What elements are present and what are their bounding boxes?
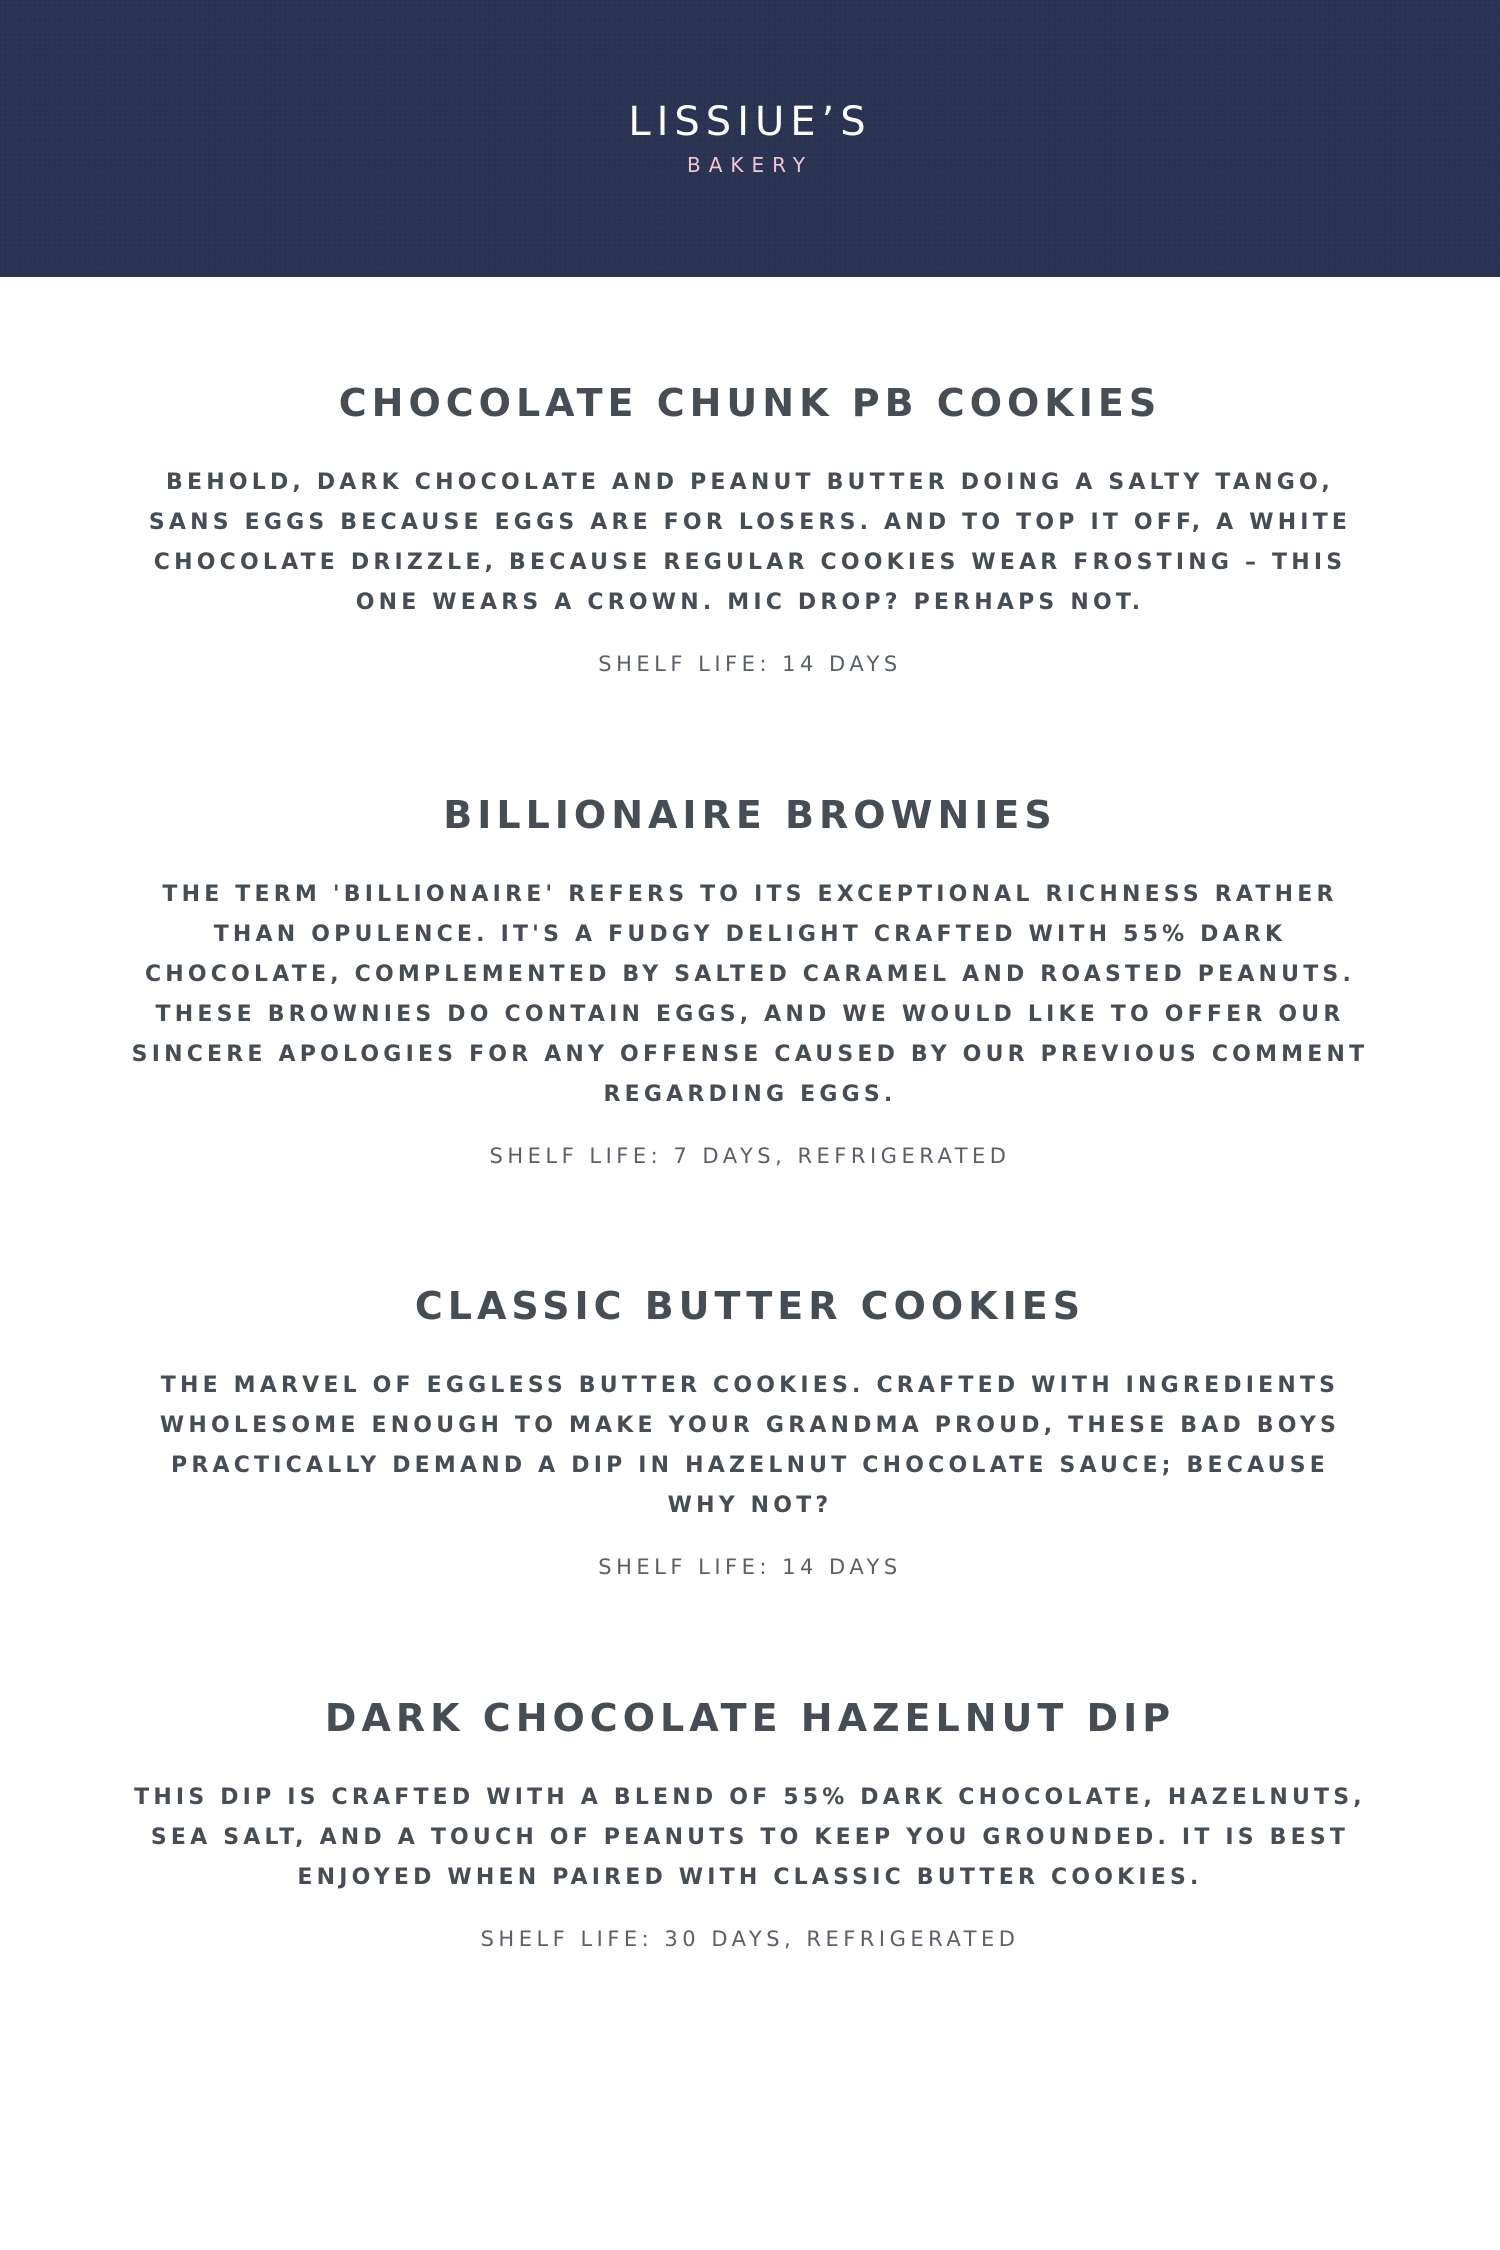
product-description: THE TERM 'BILLIONAIRE' REFERS TO ITS EXCEPTIONAL RICHNESS RATHER THAN OPULENCE. IT'S A FUDGY DELIGHT CRAFTED WITH 55% DARK CHOCOLATE, COMPLEMENTED BY SALTED CARAMEL AND ROASTED PEANUTS. THESE BROWNIES DO CONTAIN EGGS, AND WE WOULD LIKE TO OFFER OUR SINCERE APOLOGIES FOR ANY OFFENSE CAUSED BY OUR PREVIOUS COMMENT REGARDING EGGS. bbox=[131, 882, 1369, 1107]
product-shelf-life: SHELF LIFE: 30 DAYS, REFRIGERATED bbox=[480, 1927, 1020, 1951]
product-description: BEHOLD, DARK CHOCOLATE AND PEANUT BUTTER DOING A SALTY TANGO, SANS EGGS BECAUSE EGGS ARE FOR LOSERS. AND TO TOP IT OFF, A WHITE CHOCOLATE DRIZZLE, BECAUSE REGULAR COOKIES WEAR FROSTING – THIS ONE WEARS A CROWN. MIC DROP? PERHAPS NOT. bbox=[148, 470, 1352, 615]
product-card bbox=[130, 1694, 1370, 1954]
product-title: CLASSIC BUTTER COOKIES bbox=[414, 1284, 1086, 1328]
product-card bbox=[130, 791, 1370, 1171]
product-shelf-life: SHELF LIFE: 14 DAYS bbox=[598, 1555, 902, 1579]
header-banner bbox=[0, 0, 1500, 277]
brand-name: LISSIUE’S bbox=[628, 99, 872, 145]
product-description: THIS DIP IS CRAFTED WITH A BLEND OF 55% DARK CHOCOLATE, HAZELNUTS, SEA SALT, AND A TOUCH OF PEANUTS TO KEEP YOU GROUNDED. IT IS BEST ENJOYED WHEN PAIRED WITH CLASSIC BUTTER COOKIES. bbox=[134, 1785, 1366, 1890]
product-card bbox=[130, 379, 1370, 679]
product-shelf-life: SHELF LIFE: 14 DAYS bbox=[598, 652, 902, 676]
brand-subtitle: BAKERY bbox=[687, 153, 813, 177]
product-card bbox=[130, 1282, 1370, 1582]
product-title: CHOCOLATE CHUNK PB COOKIES bbox=[338, 381, 1162, 425]
product-shelf-life: SHELF LIFE: 7 DAYS, REFRIGERATED bbox=[489, 1144, 1011, 1168]
product-description: THE MARVEL OF EGGLESS BUTTER COOKIES. CRAFTED WITH INGREDIENTS WHOLESOME ENOUGH TO MAKE YOUR GRANDMA PROUD, THESE BAD BOYS PRACTICALLY DEMAND A DIP IN HAZELNUT CHOCOLATE SAUCE; BECAUSE WHY NOT? bbox=[159, 1373, 1341, 1518]
product-title: DARK CHOCOLATE HAZELNUT DIP bbox=[324, 1696, 1176, 1740]
product-title: BILLIONAIRE BROWNIES bbox=[443, 793, 1057, 837]
